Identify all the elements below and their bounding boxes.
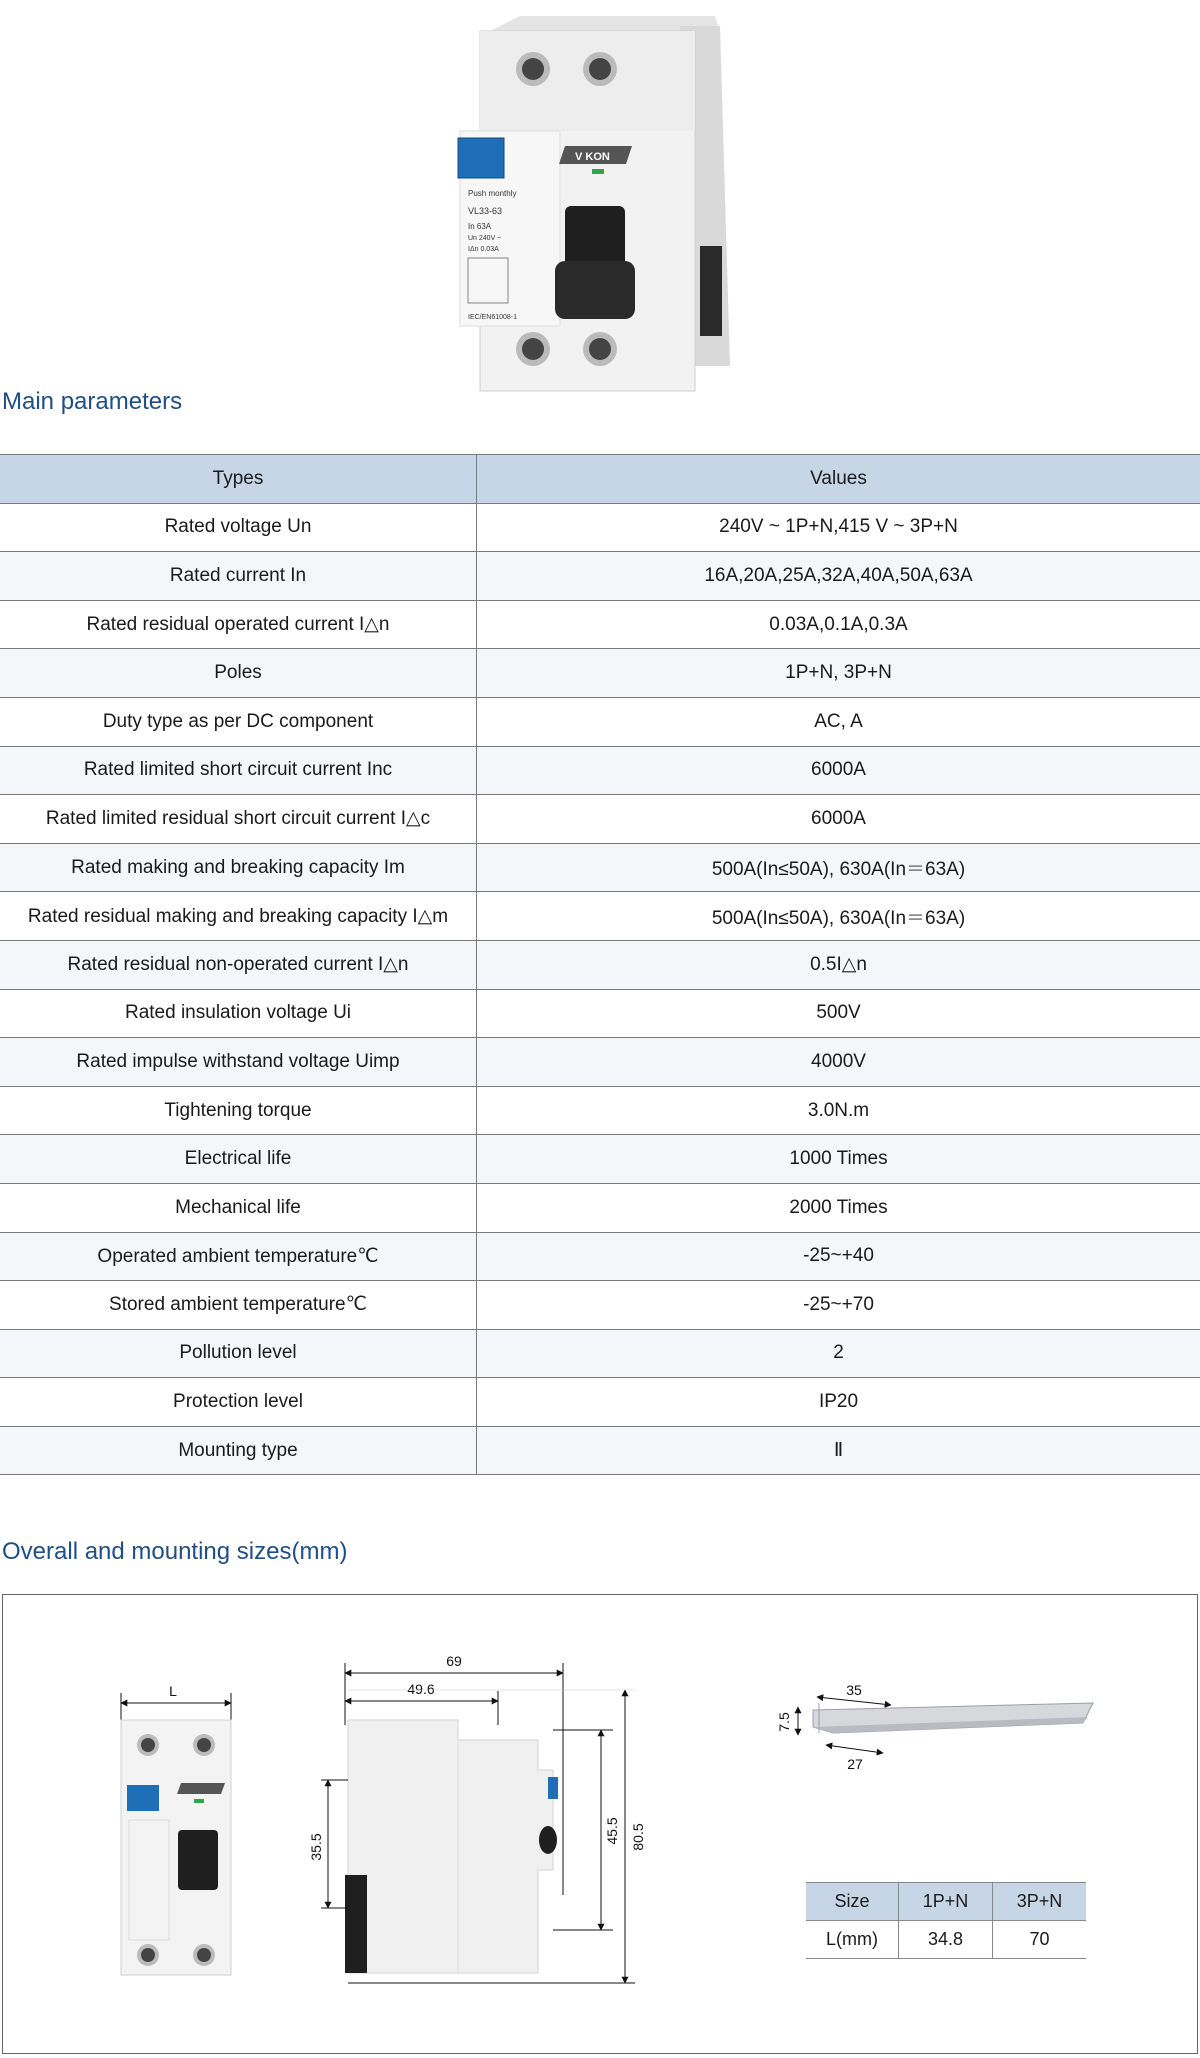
param-type: Protection level <box>0 1378 477 1427</box>
svg-text:49.6: 49.6 <box>407 1681 434 1697</box>
table-row <box>0 552 1200 601</box>
svg-text:L: L <box>169 1683 177 1699</box>
svg-text:IΔn 0.03A: IΔn 0.03A <box>468 246 499 253</box>
param-type: Pollution level <box>0 1329 477 1378</box>
table-row <box>0 1232 1200 1281</box>
param-type: Poles <box>0 649 477 698</box>
table-row <box>0 843 1200 892</box>
param-value: 2 <box>477 1329 1200 1378</box>
param-type: Stored ambient temperature℃ <box>0 1281 477 1330</box>
size-3p-n: 70 <box>993 1921 1087 1959</box>
param-type: Rated limited short circuit current Inc <box>0 746 477 795</box>
param-type: Tightening torque <box>0 1086 477 1135</box>
param-type: Rated current In <box>0 552 477 601</box>
param-type: Rated voltage Un <box>0 503 477 552</box>
dimension-drawings <box>3 1595 1197 2053</box>
param-value: 1P+N, 3P+N <box>477 649 1200 698</box>
param-type: Electrical life <box>0 1135 477 1184</box>
table-row <box>0 746 1200 795</box>
size-table <box>806 1882 1086 1959</box>
main-parameters-table <box>0 454 1200 1475</box>
param-value: -25~+40 <box>477 1232 1200 1281</box>
header-1p-n: 1P+N <box>899 1883 993 1921</box>
svg-text:35: 35 <box>846 1682 862 1698</box>
front-view-drawing <box>121 1683 231 1975</box>
param-value: 16A,20A,25A,32A,40A,50A,63A <box>477 552 1200 601</box>
param-value: 500A(In≤50A), 630A(In＝63A) <box>477 843 1200 892</box>
table-row <box>0 1378 1200 1427</box>
param-value: IP20 <box>477 1378 1200 1427</box>
param-value: 4000V <box>477 1038 1200 1087</box>
table-row <box>0 1038 1200 1087</box>
param-value: -25~+70 <box>477 1281 1200 1330</box>
svg-text:VL33-63: VL33-63 <box>468 206 502 216</box>
table-row <box>0 892 1200 941</box>
param-value: 1000 Times <box>477 1135 1200 1184</box>
svg-text:IEC/EN61008-1: IEC/EN61008-1 <box>468 314 517 321</box>
param-type: Rated making and breaking capacity Im <box>0 843 477 892</box>
param-value: 0.03A,0.1A,0.3A <box>477 600 1200 649</box>
param-type: Duty type as per DC component <box>0 697 477 746</box>
table-header-row <box>0 455 1200 504</box>
dimensions-panel <box>2 1594 1198 2054</box>
svg-text:Un 240V ~: Un 240V ~ <box>468 235 501 242</box>
param-value: Ⅱ <box>477 1426 1200 1475</box>
svg-text:35.5: 35.5 <box>308 1833 324 1860</box>
param-type: Rated limited residual short circuit current I△c <box>0 795 477 844</box>
table-row <box>0 697 1200 746</box>
param-type: Rated residual operated current I△n <box>0 600 477 649</box>
svg-text:80.5: 80.5 <box>630 1823 646 1850</box>
table-header-row <box>806 1883 1086 1921</box>
param-type: Operated ambient temperature℃ <box>0 1232 477 1281</box>
dimensions-title: Overall and mounting sizes(mm) <box>2 1538 347 1566</box>
svg-text:7.5: 7.5 <box>776 1712 792 1732</box>
table-row <box>0 649 1200 698</box>
param-type: Mechanical life <box>0 1183 477 1232</box>
table-row <box>0 1086 1200 1135</box>
param-value: AC, A <box>477 697 1200 746</box>
side-view-drawing <box>308 1653 646 1983</box>
table-row <box>0 1135 1200 1184</box>
param-type: Rated residual making and breaking capacity I△m <box>0 892 477 941</box>
svg-text:In 63A: In 63A <box>468 222 492 231</box>
table-row <box>0 989 1200 1038</box>
param-value: 6000A <box>477 795 1200 844</box>
table-row <box>0 795 1200 844</box>
test-button-icon <box>458 138 504 178</box>
header-types: Types <box>0 455 477 504</box>
header-3p-n: 3P+N <box>993 1883 1087 1921</box>
param-value: 2000 Times <box>477 1183 1200 1232</box>
table-row <box>806 1921 1086 1959</box>
param-value: 6000A <box>477 746 1200 795</box>
param-value: 0.5I△n <box>477 940 1200 989</box>
header-size: Size <box>806 1883 899 1921</box>
param-value: 3.0N.m <box>477 1086 1200 1135</box>
svg-text:Push monthly: Push monthly <box>468 189 516 198</box>
param-value: 500V <box>477 989 1200 1038</box>
size-label: L(mm) <box>806 1921 899 1959</box>
header-values: Values <box>477 455 1200 504</box>
param-type: Rated impulse withstand voltage Uimp <box>0 1038 477 1087</box>
table-row <box>0 940 1200 989</box>
table-row <box>0 1281 1200 1330</box>
table-row <box>0 503 1200 552</box>
table-row <box>0 1329 1200 1378</box>
product-photo <box>450 6 740 394</box>
param-type: Rated insulation voltage Ui <box>0 989 477 1038</box>
size-1p-n: 34.8 <box>899 1921 993 1959</box>
svg-text:27: 27 <box>847 1756 863 1772</box>
svg-text:45.5: 45.5 <box>604 1817 620 1844</box>
table-row <box>0 1183 1200 1232</box>
main-parameters-title: Main parameters <box>2 388 182 416</box>
din-rail-drawing <box>776 1682 1093 1772</box>
table-row <box>0 1426 1200 1475</box>
param-value: 240V ~ 1P+N,415 V ~ 3P+N <box>477 503 1200 552</box>
param-type: Rated residual non-operated current I△n <box>0 940 477 989</box>
table-row <box>0 600 1200 649</box>
svg-text:V KON: V KON <box>575 151 610 163</box>
param-value: 500A(In≤50A), 630A(In＝63A) <box>477 892 1200 941</box>
param-type: Mounting type <box>0 1426 477 1475</box>
svg-text:69: 69 <box>446 1653 462 1669</box>
